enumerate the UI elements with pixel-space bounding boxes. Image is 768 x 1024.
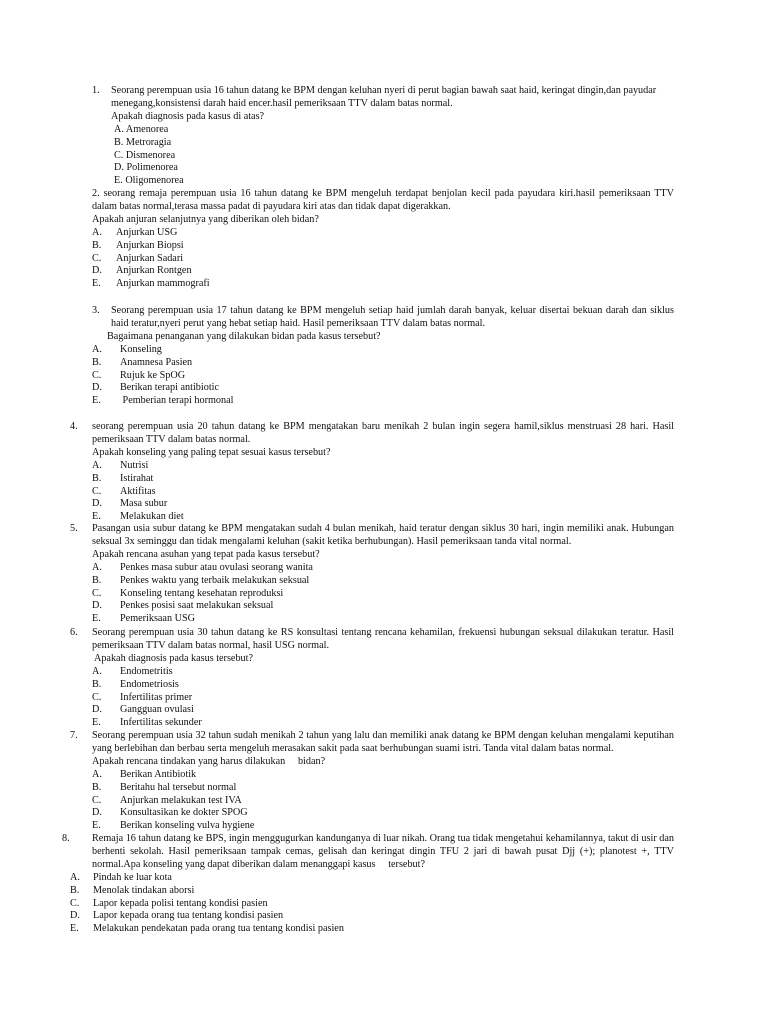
option-a[interactable]: A. Konseling [92,343,162,355]
question-prompt: Apakah diagnosis pada kasus di atas? [111,110,265,122]
option-e[interactable]: E. Melakukan pendekatan pada orang tua tentang kondisi pasien [70,923,344,935]
option-e[interactable]: E. Pemberian terapi hormonal [92,395,234,407]
option-c[interactable]: C. Konseling tentang kesehatan reproduksi [92,587,284,599]
option-a[interactable]: A. Anjurkan USG [92,226,178,238]
option-c[interactable]: C. Anjurkan melakukan test IVA [92,794,242,806]
option-b[interactable]: B. Penkes waktu yang terbaik melakukan seksual [92,574,310,586]
option-d[interactable]: D. Polimenorea [114,162,178,174]
option-a[interactable]: A. Berikan Antibiotik [92,768,197,780]
option-d[interactable]: D. Gangguan ovulasi [92,704,194,716]
option-e[interactable]: E. Infertilitas sekunder [92,717,202,729]
question-number: 8. [62,833,70,844]
question-text: Seorang perempuan usia 30 tahun datang ke RS konsultasi tentang rencana kehamilan, frekuensi hubungan seksual dilakukan teratur. Hasil pemeriksaan TTV dalam batas normal, hasil USG normal. [92,627,674,651]
option-e[interactable]: E. Oligomenorea [114,175,184,187]
question-7 [70,730,674,833]
option-c[interactable]: C. Aktifitas [92,485,156,497]
option-d[interactable]: D. Lapor kepada orang tua tentang kondisi pasien [70,910,284,922]
option-e[interactable]: E. Melakukan diet [92,511,184,523]
option-c[interactable]: C. Dismenorea [114,149,176,161]
question-number: 1. [92,85,100,96]
question-1 [92,85,670,188]
question-text: Pasangan usia subur datang ke BPM mengatakan sudah 4 bulan menikah, haid teratur dengan siklus 30 hari, ingin memiliki anak. Hubungan seksual 3x seminggu dan tidak mengalami keluhan (sakit ketika berhubungan). Hasil pemeriksaan tanda vital normal. [92,523,674,547]
option-b[interactable]: B. Menolak tindakan aborsi [70,884,195,896]
question-5 [70,523,674,626]
option-a[interactable]: A. Pindah ke luar kota [70,871,172,883]
option-e[interactable]: E. Anjurkan mammografi [92,278,210,290]
question-number: 5. [70,523,78,534]
option-c[interactable]: C. Anjurkan Sadari [92,252,184,264]
option-d[interactable]: D. Berikan terapi antibiotic [92,382,220,394]
option-a[interactable]: A. Amenorea [114,123,169,135]
question-number: 3. [92,305,100,316]
option-b[interactable]: B. Anjurkan Biopsi [92,239,184,251]
question-text: Remaja 16 tahun datang ke BPS, ingin menggugurkan kandunganya di luar nikah. Orang tua tidak mengetahui kehamilannya, takut di usir dan berhenti sekolah. Hasil pemeriksaan tampak cemas, gelisah dan keringat dingin TFU 2 jari di bawah pusat Djj (+); planotest +, TTV normal.Apa konseling yang dapat diberikan dalam menanggapi kasus tersebut? [92,833,677,870]
option-a[interactable]: A. Endometritis [92,665,173,677]
question-prompt: Apakah rencana tindakan yang harus dilakukan bidan? [92,755,326,767]
option-e[interactable]: E. Berikan konseling vulva hygiene [92,820,255,832]
option-b[interactable]: B. Beritahu hal tersebut normal [92,781,237,793]
question-8 [62,833,677,936]
option-d[interactable]: D. Konsultasikan ke dokter SPOG [92,807,248,819]
option-c[interactable]: C. Rujuk ke SpOG [92,369,186,381]
option-c[interactable]: C. Infertilitas primer [92,691,193,703]
question-text: 2. seorang remaja perempuan usia 16 tahun datang ke BPM mengeluh terdapat benjolan kecil pada payudara kiri.hasil pemeriksaan TTV dalam batas normal,terasa massa padat di payudara kiri atas dan tidak dapat digerakkan. [92,188,674,212]
option-b[interactable]: B. Istirahat [92,472,154,484]
question-number: 7. [70,730,78,741]
question-prompt: Apakah anjuran selanjutnya yang diberikan oleh bidan? [92,213,319,225]
option-d[interactable]: D. Penkes posisi saat melakukan seksual [92,600,274,612]
option-a[interactable]: A. Penkes masa subur atau ovulasi seorang wanita [92,561,313,573]
question-text: seorang perempuan usia 20 tahun datang ke BPM mengatakan baru menikah 2 bulan ingin segera hamil,siklus menstruasi 28 hari. Hasil pemeriksaan TTV dalam batas normal. [92,421,674,445]
question-4 [70,421,674,524]
question-3 [92,305,674,408]
question-text: Seorang perempuan usia 32 tahun sudah menikah 2 tahun yang lalu dan memiliki anak datang ke BPM dengan keluhan mengalami keputihan yang berlebihan dan berbau serta mengeluh merasakan sakit pada saat berhubungan suami istri. Tanda vital dalam batas normal. [92,730,674,754]
option-b[interactable]: B. Metroragia [114,136,172,148]
option-b[interactable]: B. Anamnesa Pasien [92,356,193,368]
option-a[interactable]: A. Nutrisi [92,459,149,471]
option-b[interactable]: B. Endometriosis [92,678,179,690]
question-prompt: Bagaimana penanganan yang dilakukan bidan pada kasus tersebut? [107,330,381,342]
question-text: Seorang perempuan usia 16 tahun datang ke BPM dengan keluhan nyeri di perut bagian bawah saat haid, keringat dingin,dan payudar menegang,konsistensi darah haid encer.hasil pemeriksaan TTV dalam batas normal. [111,85,657,109]
question-number: 4. [70,421,78,432]
question-6 [70,627,674,730]
question-prompt: Apakah diagnosis pada kasus tersebut? [92,652,253,664]
question-2 [92,188,674,291]
question-text: Seorang perempuan usia 17 tahun datang ke BPM mengeluh setiap haid jumlah darah banyak, keluar disertai bekuan darah dan siklus haid teratur,nyeri perut yang hebat setiap haid. Hasil pemeriksaan TTV dalam batas normal. [111,305,674,329]
question-prompt: Apakah konseling yang paling tepat sesuai kasus tersebut? [92,446,331,458]
option-e[interactable]: E. Pemeriksaan USG [92,613,195,625]
question-number: 6. [70,627,78,638]
question-prompt: Apakah rencana asuhan yang tepat pada kasus tersebut? [92,548,320,560]
option-d[interactable]: D. Anjurkan Rontgen [92,265,192,277]
option-c[interactable]: C. Lapor kepada polisi tentang kondisi pasien [70,897,268,909]
option-d[interactable]: D. Masa subur [92,498,168,510]
